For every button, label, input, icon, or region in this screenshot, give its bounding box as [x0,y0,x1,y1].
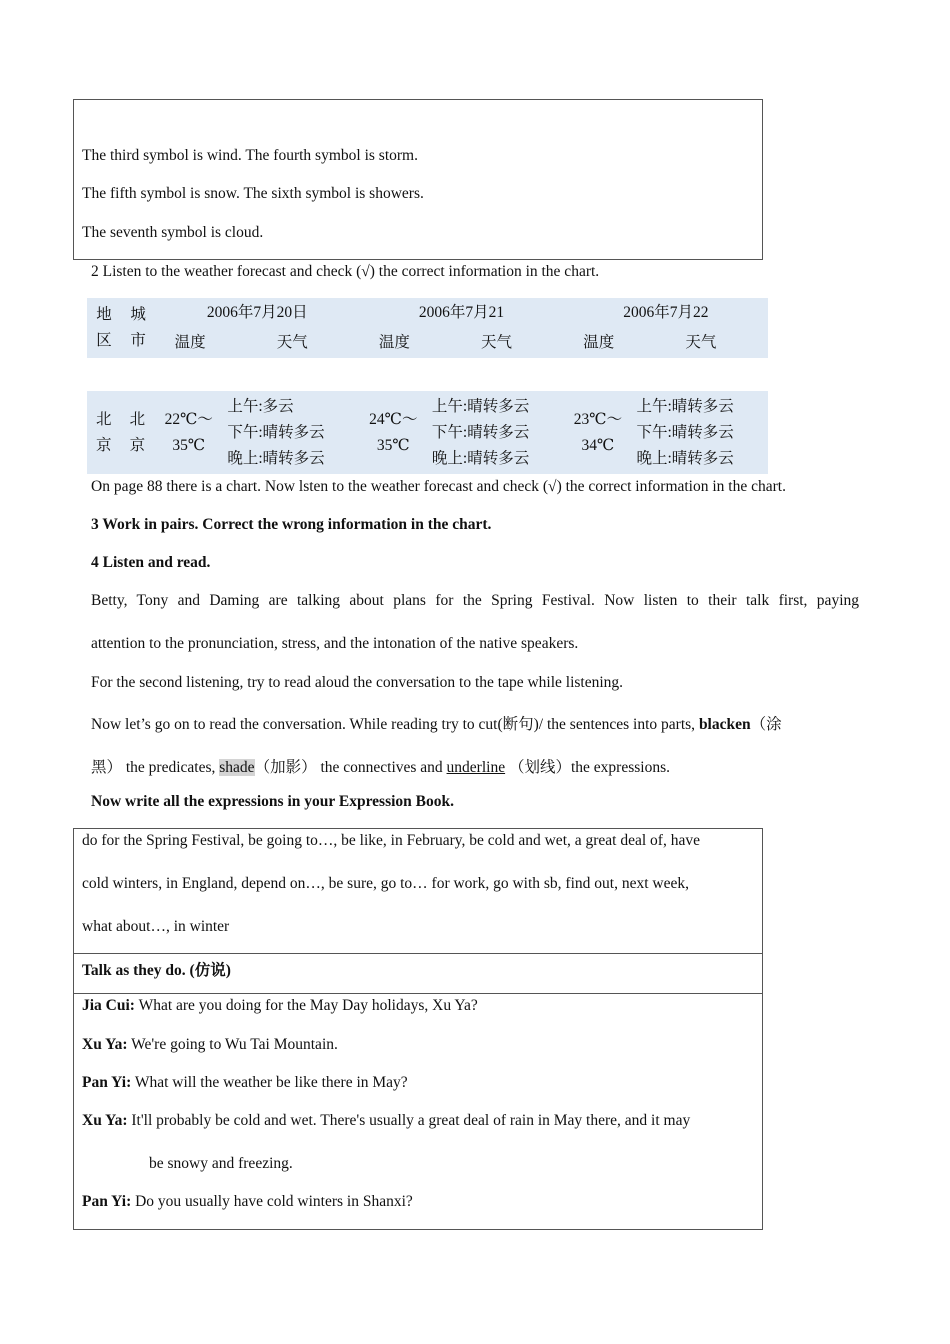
date-header-2: 2006年7月21 [418,304,505,321]
date-header-3: 2006年7月22 [623,304,709,321]
para1-line2: attention to the pronunciation, stress, and the intonation of the native speakers. [91,635,579,652]
symbols-line-3: The seventh symbol is cloud. [82,224,264,241]
city-header: 城 市 [130,306,146,349]
para3-line1: Now let’s go on to read the conversation. While reading try to cut(断句)/ the sentences into parts, blacken（涂 [91,716,782,733]
divider [73,993,763,994]
weather-cell-day2: 上午:晴转多云 下午:晴转多云 晚上:晴转多云 [431,397,530,467]
chart-note: On page 88 there is a chart. Now lsten to the weather forecast and check (√) the correct information in the chart. [91,478,786,495]
weather-chart-row [87,391,768,474]
para1-line1: Betty, Tony and Daming are talking about plans for the Spring Festival. Now listen to their talk first, paying [91,592,859,609]
task4-heading: 4 Listen and read. [91,554,211,571]
expressions-line-2: cold winters, in England, depend on…, be sure, go to… for work, go with sb, find out, next week, [82,875,689,892]
dialogue-line: Xu Ya: It'll probably be cold and wet. There's usually a great deal of rain in May there, and it may [82,1112,691,1129]
underline-term: underline [446,759,506,776]
task3-heading: 3 Work in pairs. Correct the wrong information in the chart. [91,516,492,533]
temp-header: 温度 [583,334,615,351]
weather-header: 天气 [276,334,308,351]
dialogue-continuation: be snowy and freezing. [149,1155,293,1172]
region-header: 地 区 [96,306,112,349]
write-note: Now write all the expressions in your Expression Book. [91,793,454,810]
region-cell: 北 京 [96,410,112,454]
para2: For the second listening, try to read aloud the conversation to the tape while listening. [91,674,624,691]
temp-header: 温度 [378,334,410,351]
dialogue-line: Jia Cui: What are you doing for the May Day holidays, Xu Ya? [82,997,478,1014]
shade-term: shade [219,759,255,776]
talk-title: Talk as they do. (仿说) [82,962,231,979]
dialogue-line: Pan Yi: What will the weather be like there in May? [82,1074,408,1091]
weather-chart-header [87,298,768,358]
para3-line2: 黑） the predicates, shade（加影） the connectives and underline （划线）the expressions. [91,759,670,776]
task2-instruction: 2 Listen to the weather forecast and check (√) the correct information in the chart. [91,263,600,280]
expressions-line-1: do for the Spring Festival, be going to…, be like, in February, be cold and wet, a great deal of, have [82,832,700,849]
symbols-line-1: The third symbol is wind. The fourth symbol is storm. [82,147,418,164]
divider [73,953,763,954]
temp-cell-day1: 22℃～ 35℃ [164,410,213,454]
weather-cell-day1: 上午:多云 下午:晴转多云 晚上:晴转多云 [227,397,325,467]
symbols-line-2: The fifth symbol is snow. The sixth symbol is showers. [82,185,424,202]
weather-header: 天气 [481,334,513,351]
date-header-1: 2006年7月20日 [206,304,308,321]
weather-header: 天气 [685,334,717,351]
dialogue-line: Xu Ya: We're going to Wu Tai Mountain. [82,1036,338,1053]
city-cell: 北 京 [129,410,146,454]
expressions-line-3: what about…, in winter [82,918,230,935]
temp-cell-day2: 24℃～ 35℃ [369,410,418,454]
dialogue-line: Pan Yi: Do you usually have cold winters in Shanxi? [82,1193,413,1210]
weather-cell-day3: 上午:晴转多云 下午:晴转多云 晚上:晴转多云 [636,397,734,467]
temp-header: 温度 [174,334,206,351]
temp-cell-day3: 23℃～ 34℃ [573,410,623,454]
